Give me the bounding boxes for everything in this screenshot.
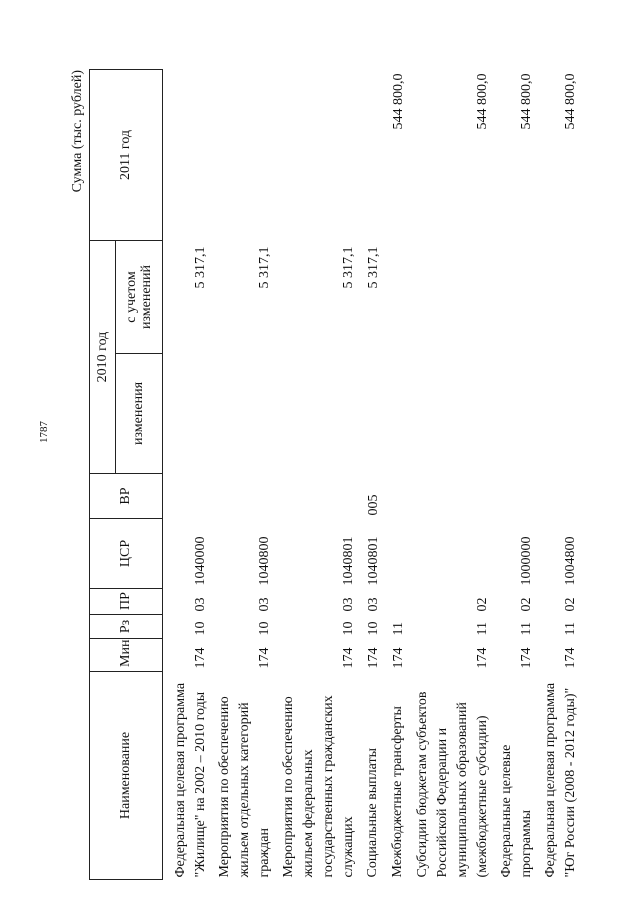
row-pr: 03 <box>193 597 208 612</box>
row-pr: 02 <box>519 597 534 612</box>
table-row <box>493 70 537 880</box>
row-csr <box>384 519 409 589</box>
row-changes <box>493 354 537 474</box>
row-vr <box>384 474 409 519</box>
row-pr: 02 <box>475 597 490 612</box>
row-with-changes <box>493 241 537 354</box>
row-changes <box>384 354 409 474</box>
row-changes <box>163 354 212 474</box>
row-vr <box>275 474 359 519</box>
row-csr: 1004800 <box>563 536 578 586</box>
row-min: 174 <box>563 647 578 669</box>
row-name: Субсидии бюджетам субъектов Российской Федерации и муниципальных образований (межбюджетные субсидии) <box>415 691 490 878</box>
row-rz: 10 <box>341 621 356 636</box>
row-2011: 544 800,0 <box>563 73 578 130</box>
header-with-changes: с учетом изменений <box>116 241 163 354</box>
header-year-2011: 2011 год <box>90 70 163 241</box>
row-csr: 1040801 <box>366 536 381 586</box>
row-min: 174 <box>519 647 534 669</box>
row-name: Межбюджетные трансферты <box>390 706 405 878</box>
row-rz: 11 <box>519 622 534 636</box>
row-2011 <box>275 70 359 241</box>
row-changes <box>537 354 581 474</box>
row-csr: 1000000 <box>519 536 534 586</box>
row-2011 <box>359 70 384 241</box>
row-vr <box>537 474 581 519</box>
table-row <box>163 70 212 880</box>
row-name: Социальные выплаты <box>365 747 380 878</box>
row-with-changes: 5 317,1 <box>366 246 381 289</box>
row-with-changes: 5 317,1 <box>257 246 272 289</box>
row-2011 <box>163 70 212 241</box>
row-with-changes: 5 317,1 <box>341 246 356 289</box>
row-csr: 1040801 <box>341 536 356 586</box>
header-vr: ВР <box>90 474 163 519</box>
row-csr: 1040000 <box>193 536 208 586</box>
row-with-changes <box>409 241 493 354</box>
units-label: Сумма (тыс. рублей) <box>70 70 85 193</box>
row-with-changes: 5 317,1 <box>193 246 208 289</box>
row-changes <box>409 354 493 474</box>
table-row <box>409 70 493 880</box>
row-vr <box>163 474 212 519</box>
row-2011: 544 800,0 <box>475 73 490 130</box>
row-min: 174 <box>475 647 490 669</box>
row-name: Федеральные целевые программы <box>499 744 534 878</box>
header-csr: ЦСР <box>90 519 163 589</box>
row-rz: 10 <box>257 621 272 636</box>
budget-table <box>89 69 581 880</box>
header-name: Наименование <box>90 672 163 880</box>
row-min: 174 <box>193 647 208 669</box>
page-number: 1787 <box>38 421 50 443</box>
row-csr: 1040800 <box>257 536 272 586</box>
row-2011 <box>211 70 275 241</box>
header-min: Мин <box>90 639 163 672</box>
row-pr: 03 <box>366 597 381 612</box>
row-pr: 03 <box>257 597 272 612</box>
row-rz: 10 <box>193 621 208 636</box>
row-csr <box>409 519 493 589</box>
row-rz: 11 <box>391 622 406 636</box>
row-pr: 02 <box>563 597 578 612</box>
row-changes <box>211 354 275 474</box>
row-changes <box>275 354 359 474</box>
row-name: Федеральная целевая программа "Жилище" на 2002 – 2010 годы <box>173 682 208 878</box>
row-pr <box>384 589 409 615</box>
table-row <box>359 70 384 880</box>
row-vr <box>409 474 493 519</box>
row-with-changes <box>384 241 409 354</box>
row-rz: 11 <box>475 622 490 636</box>
table-header <box>90 70 163 880</box>
row-min: 174 <box>391 647 406 669</box>
row-pr: 03 <box>341 597 356 612</box>
row-rz: 11 <box>563 622 578 636</box>
table-row <box>275 70 359 880</box>
row-2011: 544 800,0 <box>391 73 406 130</box>
document-sheet <box>70 70 578 880</box>
row-vr <box>493 474 537 519</box>
row-min: 174 <box>257 647 272 669</box>
table-row <box>384 70 409 880</box>
row-name: Федеральная целевая программа "Юг России (2008 - 2012 годы)" <box>543 682 578 878</box>
row-changes <box>359 354 384 474</box>
row-2011: 544 800,0 <box>519 73 534 130</box>
row-rz: 10 <box>366 621 381 636</box>
header-rz: Рз <box>90 615 163 639</box>
table-body <box>163 70 582 880</box>
table-row <box>211 70 275 880</box>
row-with-changes <box>537 241 581 354</box>
row-name: Мероприятия по обеспечению жильем отдельных категорий граждан <box>217 696 272 878</box>
header-changes: изменения <box>116 354 163 474</box>
row-min: 174 <box>341 647 356 669</box>
row-name: Мероприятия по обеспечению жильем федеральных государственных гражданских служащих <box>281 695 356 878</box>
header-year-2010: 2010 год <box>90 241 116 474</box>
table-row <box>537 70 581 880</box>
row-vr: 005 <box>366 494 381 516</box>
row-vr <box>211 474 275 519</box>
header-pr: ПР <box>90 589 163 615</box>
row-min: 174 <box>366 647 381 669</box>
